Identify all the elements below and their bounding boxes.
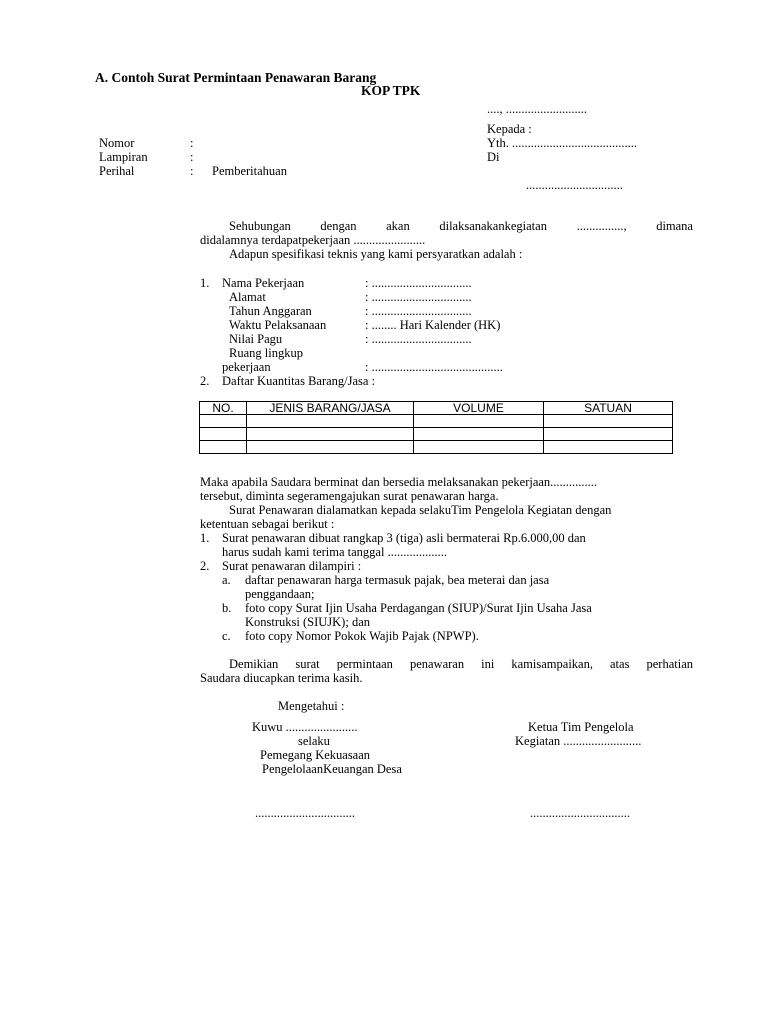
closing-line-2: Saudara diucapkan terima kasih. <box>200 671 363 685</box>
table-cell <box>247 428 414 441</box>
mengetahui-label: Mengetahui : <box>278 699 345 713</box>
intro-line-2: didalamnya terdapatpekerjaan ....................... <box>200 233 426 247</box>
sub-a-letter: a. <box>222 573 231 587</box>
spec-alamat-label: Alamat <box>229 290 266 304</box>
items-table <box>199 401 673 454</box>
table-cell <box>414 415 544 428</box>
table-cell <box>544 441 673 454</box>
left-sign-line-2: selaku <box>298 734 330 748</box>
requirement-2-number: 2. <box>200 559 210 573</box>
spec-waktu-label: Waktu Pelaksanaan <box>229 318 327 332</box>
sub-a-line-1: daftar penawaran harga termasuk pajak, bea meterai dan jasa <box>245 573 550 587</box>
recipient-yth: Yth. ........................................ <box>487 136 637 150</box>
sub-b-line-2: Konstruksi (SIUJK); dan <box>245 615 370 629</box>
sub-c-line-1: foto copy Nomor Pokok Wajib Pajak (NPWP). <box>245 629 479 643</box>
table-row <box>200 428 673 441</box>
closing-line-1: Demikian surat permintaan penawaran ini kamisampaikan, atas perhatian <box>229 657 693 671</box>
table-cell <box>544 415 673 428</box>
table-row <box>200 441 673 454</box>
spec-item-2-number: 2. <box>200 374 210 388</box>
spec-nilai-label: Nilai Pagu <box>229 332 283 346</box>
spec-item-1-number: 1. <box>200 276 210 290</box>
table-cell <box>414 441 544 454</box>
table-cell <box>247 415 414 428</box>
recipient-di: Di <box>487 150 500 164</box>
table-cell <box>200 415 247 428</box>
recipient-address-dots: ............................... <box>526 178 623 192</box>
request-line-1: Maka apabila Saudara berminat dan bersedia melaksanakan pekerjaan............... <box>200 475 598 489</box>
spec-tahun-value: : ................................ <box>365 304 472 318</box>
requirement-1-line-1: Surat penawaran dibuat rangkap 3 (tiga) asli bermaterai Rp.6.000,00 dan <box>222 531 586 545</box>
left-sign-line-1: Kuwu ....................... <box>252 720 358 734</box>
spec-ruang-label-2: pekerjaan <box>222 360 271 374</box>
table-cell <box>200 428 247 441</box>
spec-alamat-value: : ................................ <box>365 290 472 304</box>
table-header-row <box>200 402 673 415</box>
perihal-label: Perihal <box>99 164 135 178</box>
requirement-1-number: 1. <box>200 531 210 545</box>
lampiran-colon: : <box>190 150 194 164</box>
sub-b-letter: b. <box>222 601 232 615</box>
table-cell <box>414 428 544 441</box>
document-title: A. Contoh Surat Permintaan Penawaran Barang <box>95 70 377 85</box>
spec-nama-value: : ................................ <box>365 276 472 290</box>
intro-line-3: Adapun spesifikasi teknis yang kami persyaratkan adalah : <box>229 247 523 261</box>
header-no: NO. <box>200 402 247 415</box>
right-sign-line-2: Kegiatan ......................... <box>515 734 642 748</box>
spec-ruang-label-1: Ruang lingkup <box>229 346 303 360</box>
left-sign-line-3: Pemegang Kekuasaan <box>260 748 371 762</box>
perihal-value: Pemberitahuan <box>212 164 287 178</box>
table-cell <box>200 441 247 454</box>
nomor-colon: : <box>190 136 194 150</box>
sub-b-line-1: foto copy Surat Ijin Usaha Perdagangan (SIUP)/Surat Ijin Usaha Jasa <box>245 601 592 615</box>
spec-daftar-label: Daftar Kuantitas Barang/Jasa : <box>222 374 376 388</box>
spec-tahun-label: Tahun Anggaran <box>229 304 312 318</box>
nomor-label: Nomor <box>99 136 135 150</box>
header-jenis: JENIS BARANG/JASA <box>247 402 414 415</box>
left-signature-dots: ................................ <box>255 806 355 820</box>
requirement-1-line-2: harus sudah kami terima tanggal ................... <box>222 545 447 559</box>
right-sign-line-1: Ketua Tim Pengelola <box>528 720 634 734</box>
table-row <box>200 415 673 428</box>
sub-c-letter: c. <box>222 629 231 643</box>
spec-ruang-value: : .......................................... <box>365 360 503 374</box>
kop-tpk-label: KOP TPK <box>361 83 421 98</box>
request-line-2: tersebut, diminta segeramengajukan surat penawaran harga. <box>200 489 499 503</box>
spec-waktu-value: : ........ Hari Kalender (HK) <box>365 318 501 332</box>
request-line-4: ketentuan sebagai berikut : <box>200 517 335 531</box>
date-line: ...., .......................... <box>487 102 587 116</box>
table-cell <box>247 441 414 454</box>
lampiran-label: Lampiran <box>99 150 148 164</box>
perihal-colon: : <box>190 164 194 178</box>
recipient-kepada: Kepada : <box>487 122 532 136</box>
right-signature-dots: ................................ <box>530 806 630 820</box>
spec-nilai-value: : ................................ <box>365 332 472 346</box>
table-cell <box>544 428 673 441</box>
header-volume: VOLUME <box>414 402 544 415</box>
request-line-3: Surat Penawaran dialamatkan kepada selakuTim Pengelola Kegiatan dengan <box>229 503 612 517</box>
left-sign-line-4: PengelolaanKeuangan Desa <box>262 762 402 776</box>
requirement-2-line: Surat penawaran dilampiri : <box>222 559 362 573</box>
header-satuan: SATUAN <box>544 402 673 415</box>
spec-nama-label: Nama Pekerjaan <box>222 276 305 290</box>
intro-line-1: Sehubungan dengan akan dilaksanakankegiatan ..............., dimana <box>229 219 693 233</box>
sub-a-line-2: penggandaan; <box>245 587 315 601</box>
